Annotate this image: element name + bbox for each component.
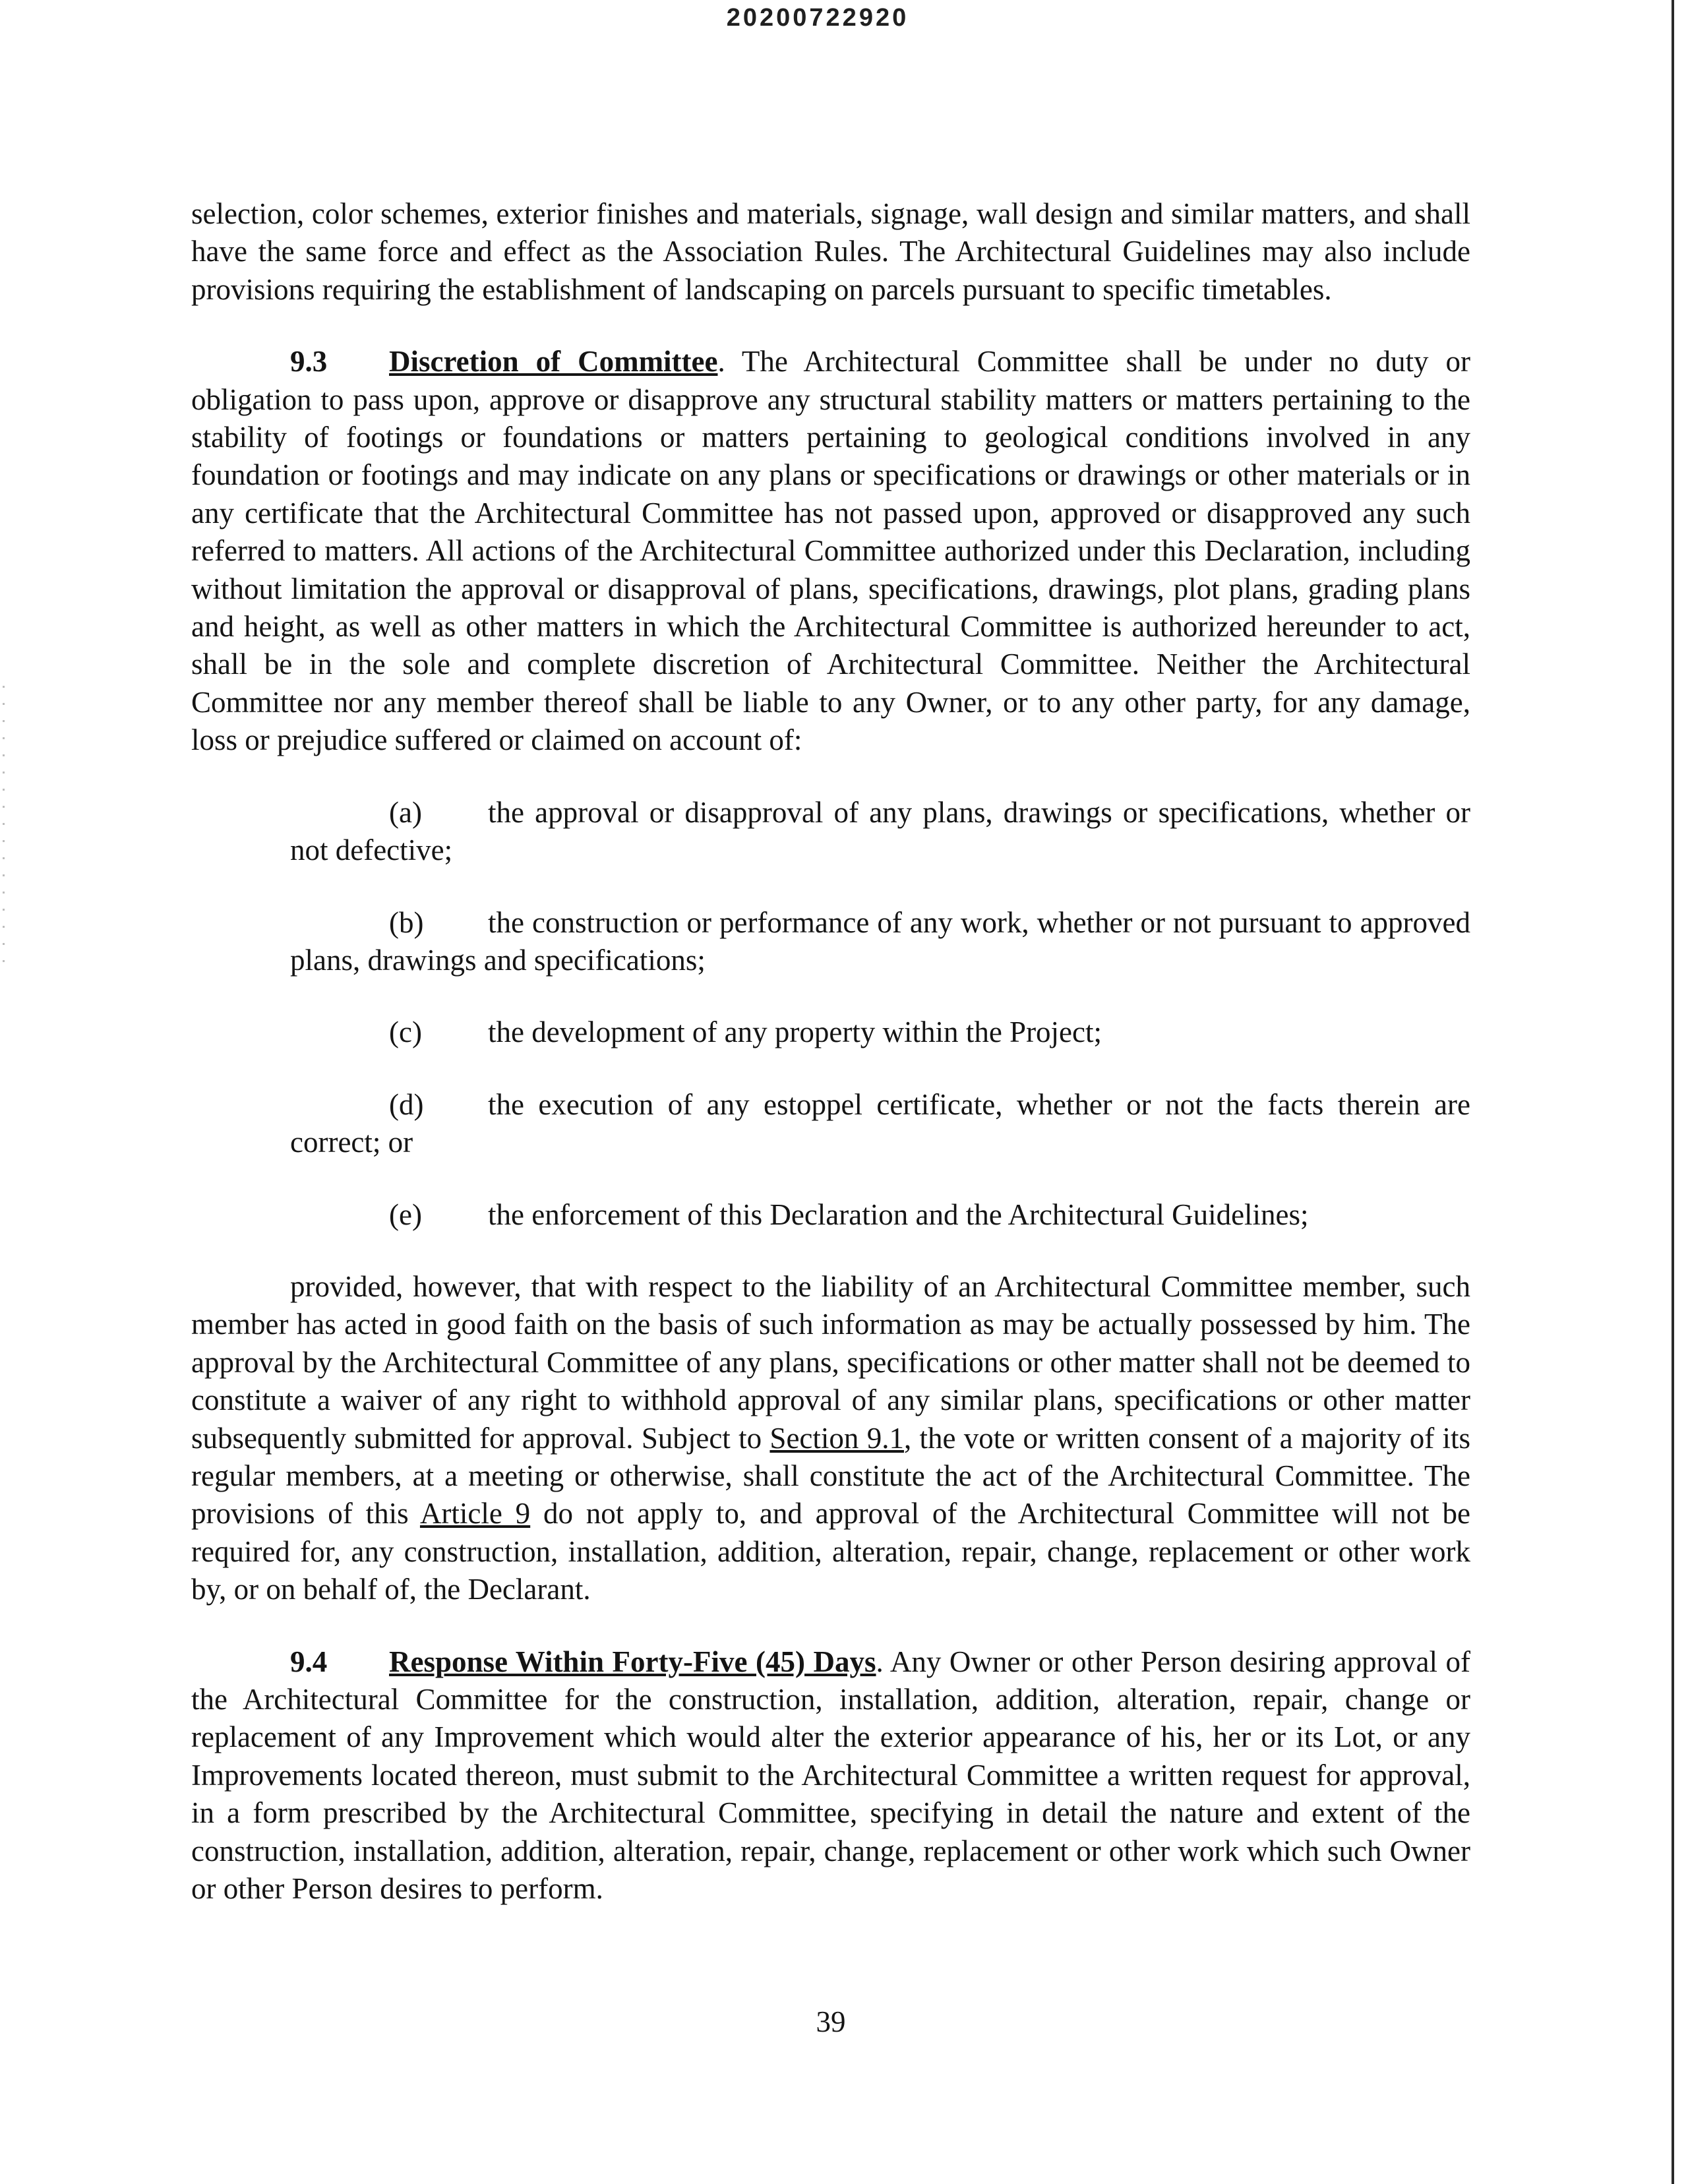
list-item-e <box>290 1196 1470 1234</box>
article-reference-link: Article 9 <box>419 1497 531 1531</box>
section-body: . The Architectural Committee shall be under no duty or obligation to pass upon, approve or disapprove any structural stability matters or matters pertaining to the stability of footings or foundations or matters pertaining to geological conditions involved in any foundation or footings and may indicate on any plans or specifications or drawings or other materials or in any certificate that the Architectural Committee has not passed upon, approved or disapproved any such referred to matters. All actions of the Architectural Committee authorized under this Declaration, including without limitation the approval or disapproval of plans, specifications, drawings, plot plans, grading plans and height, as well as other matters in which the Architectural Committee is authorized hereunder to act, shall be in the sole and complete discretion of Architectural Committee. Neither the Architectural Committee nor any member thereof shall be liable to any Owner, or to any other party, for any damage, loss or prejudice suffered or claimed on account of: <box>191 345 1470 757</box>
item-label: (e) <box>389 1198 422 1231</box>
section-reference-link: Section 9.1 <box>769 1421 904 1455</box>
item-text: the enforcement of this Declaration and the Architectural Guidelines; <box>488 1198 1309 1231</box>
provided-text-1: provided, however, that with respect to the liability of an Architectural Committee member, such member has acted in good faith on the basis of such information as may be actually possessed by him. The approval by the Architectural Committee of any plans, specifications or other matter shall not be deemed to constitute a waiver of any right to withhold approval of any similar plans, specifications or other matter subsequently submitted for approval. Subject to <box>191 1269 1470 1455</box>
page-body <box>191 195 1470 1908</box>
section-body: . Any Owner or other Person desiring approval of the Architectural Committee for the construction, installation, addition, alteration, repair, change or replacement of any Improvement which would alter the exterior appearance of his, her or its Lot, or any Improvements located thereon, must submit to the Architectural Committee a written request for approval, in a form prescribed by the Architectural Committee, specifying in detail the nature and extent of the construction, installation, addition, alteration, repair, change, replacement or other work which such Owner or other Person desires to perform. <box>191 1645 1470 1906</box>
item-text: the construction or performance of any work, whether or not pursuant to approved plans, drawings and specifications; <box>290 905 1470 977</box>
list-item-c <box>290 1014 1470 1051</box>
item-text: the execution of any estoppel certificate, whether or not the facts therein are correct; or <box>290 1087 1470 1159</box>
left-margin-ticks <box>3 686 5 963</box>
right-margin-rule <box>1672 0 1674 2184</box>
provided-text-3: do not apply to, and approval of the Architectural Committee will not be required for, any construction, installation, addition, alteration, repair, change, replacement or other work by, or on behalf of, the Declarant. <box>191 1497 1470 1606</box>
section-title: Response Within Forty-Five (45) Days <box>389 1645 876 1678</box>
item-label: (a) <box>389 795 422 829</box>
paragraph-intro: selection, color schemes, exterior finishes and materials, signage, wall design and similar matters, and shall have the same force and effect as the Association Rules. The Architectural Guidelines may also include provisions requiring the establishment of landscaping on parcels pursuant to specific timetables. <box>191 197 1470 306</box>
item-text: the development of any property within the Project; <box>488 1016 1102 1049</box>
provided-text-2: , the vote or written consent of a majority of its regular members, at a meeting or otherwise, shall constitute the act of the Architectural Committee. The provisions of this <box>191 1421 1470 1531</box>
document-number: 20200722920 <box>726 4 909 32</box>
item-label: (c) <box>389 1016 422 1049</box>
item-text: the approval or disapproval of any plans, drawings or specifications, whether or not defective; <box>290 795 1470 867</box>
item-label: (b) <box>389 905 424 939</box>
list-item-b <box>290 904 1470 980</box>
section-number: 9.4 <box>290 1645 328 1678</box>
section-9-4 <box>191 1643 1470 1908</box>
page-number: 39 <box>816 2005 846 2038</box>
section-number: 9.3 <box>290 345 328 379</box>
paragraph-provided <box>191 1268 1470 1609</box>
list-item-a <box>290 794 1470 870</box>
list-item-d <box>290 1086 1470 1162</box>
section-title: Discretion of Committee <box>389 345 718 379</box>
item-label: (d) <box>389 1087 424 1121</box>
section-9-3 <box>191 343 1470 759</box>
